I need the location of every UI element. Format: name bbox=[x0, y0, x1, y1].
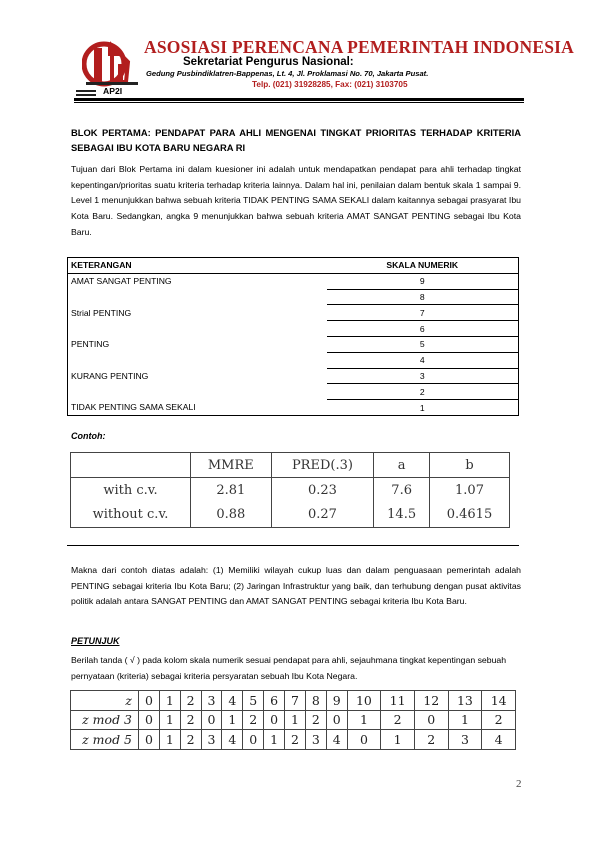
z-cell: 0 bbox=[347, 730, 381, 750]
table-row bbox=[68, 289, 519, 305]
scale-label: KURANG PENTING bbox=[71, 370, 149, 381]
contoh-header bbox=[71, 453, 191, 478]
z-cell: 4 bbox=[222, 730, 243, 750]
contoh-header: a bbox=[374, 453, 430, 478]
contoh-cell: 0.23 bbox=[271, 478, 374, 503]
z-cell: 2 bbox=[482, 710, 516, 730]
z-cell: 2 bbox=[414, 730, 448, 750]
contoh-cell: 0.88 bbox=[191, 503, 272, 528]
scale-value: 3 bbox=[327, 368, 519, 384]
petunjuk-label: PETUNJUK bbox=[71, 636, 120, 646]
z-cell: 0 bbox=[264, 710, 285, 730]
table-row bbox=[71, 453, 510, 478]
table-row bbox=[68, 400, 519, 416]
table-row bbox=[71, 730, 516, 750]
petunjuk-text: Berilah tanda ( √ ) pada kolom skala numerik sesuai pendapat para ahli, sejauhmana tingkat kepentingan sebuah pernyataan (kriteria) sebagai kriteria persyaratan sebuah Ibu Kota Negara. bbox=[71, 655, 507, 681]
z-cell: 0 bbox=[201, 710, 222, 730]
z-cell: 4 bbox=[482, 730, 516, 750]
z-cell: 3 bbox=[201, 730, 222, 750]
table-row bbox=[68, 321, 519, 337]
z-row-label: z mod 3 bbox=[71, 710, 139, 730]
scale-label: Strial PENTING bbox=[71, 307, 132, 318]
org-secretariat: Sekretariat Pengurus Nasional: bbox=[183, 56, 354, 68]
z-cell: 0 bbox=[414, 710, 448, 730]
z-cell: 2 bbox=[243, 710, 264, 730]
table-row bbox=[68, 336, 519, 352]
z-cell: 0 bbox=[139, 710, 160, 730]
contoh-cell: with c.v. bbox=[71, 478, 191, 503]
contoh-cell: 2.81 bbox=[191, 478, 272, 503]
scale-header-keterangan: KETERANGAN bbox=[68, 258, 327, 274]
z-cell: 3 bbox=[448, 730, 482, 750]
z-cell: 11 bbox=[381, 691, 415, 711]
scale-label: TIDAK PENTING SAMA SEKALI bbox=[71, 402, 196, 413]
scale-label bbox=[68, 384, 327, 400]
section-heading: BLOK PERTAMA: PENDAPAT PARA AHLI MENGENAI TINGKAT PRIORITAS TERHADAP KRITERIA SEBAGAI IBU KOTA BARU NEGARA RI bbox=[71, 127, 521, 153]
table-row bbox=[71, 503, 510, 528]
z-cell: 1 bbox=[381, 730, 415, 750]
z-cell: 9 bbox=[326, 691, 347, 711]
contoh-cell: 0.27 bbox=[271, 503, 374, 528]
z-cell: 0 bbox=[326, 710, 347, 730]
letterhead-divider bbox=[74, 98, 524, 101]
scale-value: 5 bbox=[327, 336, 519, 352]
scale-label: PENTING bbox=[71, 339, 110, 350]
org-acronym: AP2I bbox=[103, 86, 123, 96]
intro-paragraph: Tujuan dari Blok Pertama ini dalam kuesioner ini adalah untuk mendapatkan pendapat para ahli terhadap tingkat kepentingan/prioritas suatu kriteria terhadap kriteria lainnya. Dalam hal ini, penilaian dalam bentuk skala 1 sampai 9. Level 1 menunjukkan bahwa sebuah kriteria TIDAK PENTING SAMA SEKALI dalam kaitannya sebagai prasyarat Ibu Kota Baru. Sedangkan, angka 9 menunjukkan bahwa sebuah kriteria AMAT SANGAT PENTING sebagai Ibu Kota Baru. bbox=[71, 164, 521, 237]
z-cell: 1 bbox=[159, 691, 180, 711]
contoh-image bbox=[70, 452, 510, 532]
z-cell: 2 bbox=[305, 710, 326, 730]
z-cell: 2 bbox=[180, 730, 201, 750]
z-cell: 2 bbox=[285, 730, 306, 750]
scale-header-skala: SKALA NUMERIK bbox=[327, 258, 519, 274]
letterhead-divider-thin bbox=[74, 102, 524, 103]
scale-value: 4 bbox=[327, 352, 519, 368]
contoh-cell: without c.v. bbox=[71, 503, 191, 528]
z-cell: 7 bbox=[285, 691, 306, 711]
z-cell: 1 bbox=[448, 710, 482, 730]
table-row bbox=[68, 352, 519, 368]
z-mod-table bbox=[70, 690, 516, 750]
z-cell: 1 bbox=[285, 710, 306, 730]
scale-table bbox=[67, 257, 519, 416]
contoh-cell: 7.6 bbox=[374, 478, 430, 503]
table-row bbox=[68, 384, 519, 400]
contoh-table bbox=[70, 452, 510, 528]
z-cell: 3 bbox=[305, 730, 326, 750]
z-cell: 1 bbox=[264, 730, 285, 750]
scale-label bbox=[68, 321, 327, 337]
z-row-label: z bbox=[71, 691, 139, 711]
page-number: 2 bbox=[516, 778, 522, 790]
scale-value: 6 bbox=[327, 321, 519, 337]
scale-value: 8 bbox=[327, 289, 519, 305]
scale-value: 9 bbox=[327, 273, 519, 289]
z-row-label: z mod 5 bbox=[71, 730, 139, 750]
z-cell: 6 bbox=[264, 691, 285, 711]
scale-label: AMAT SANGAT PENTING bbox=[71, 276, 172, 287]
z-cell: 2 bbox=[180, 710, 201, 730]
contoh-cell: 1.07 bbox=[455, 482, 484, 498]
z-cell: 12 bbox=[414, 691, 448, 711]
z-cell: 3 bbox=[201, 691, 222, 711]
contoh-cell: 14.5 bbox=[374, 503, 430, 528]
z-cell: 1 bbox=[222, 710, 243, 730]
org-phone: Telp. (021) 31928285, Fax: (021) 3103705 bbox=[252, 80, 408, 89]
contoh-divider bbox=[67, 545, 519, 546]
scale-value: 2 bbox=[327, 384, 519, 400]
z-cell: 0 bbox=[243, 730, 264, 750]
contoh-header: PRED(.3) bbox=[271, 453, 374, 478]
z-cell: 1 bbox=[159, 730, 180, 750]
contoh-header: b bbox=[429, 453, 509, 478]
table-row bbox=[68, 273, 519, 289]
z-cell: 5 bbox=[243, 691, 264, 711]
z-cell: 4 bbox=[326, 730, 347, 750]
scale-label bbox=[68, 352, 327, 368]
z-cell: 1 bbox=[159, 710, 180, 730]
z-cell: 0 bbox=[139, 691, 160, 711]
table-row bbox=[71, 710, 516, 730]
scale-value: 1 bbox=[419, 402, 425, 413]
scale-label bbox=[68, 289, 327, 305]
table-row bbox=[71, 478, 510, 503]
z-cell: 14 bbox=[482, 691, 516, 711]
z-mod-image bbox=[70, 690, 516, 750]
z-cell: 13 bbox=[448, 691, 482, 711]
z-cell: 0 bbox=[139, 730, 160, 750]
z-cell: 2 bbox=[180, 691, 201, 711]
scale-value: 7 bbox=[327, 305, 519, 321]
table-row bbox=[68, 305, 519, 321]
explanation-paragraph: Makna dari contoh diatas adalah: (1) Memiliki wilayah cukup luas dan dalam penguasaan pemerintah adalah PENTING sebagai kriteria Ibu Kota Baru; (2) Jaringan Infrastruktur yang baik, dan terhubung dengan pusat aktivitas politik adalah antara SANGAT PENTING dan AMAT SANGAT PENTING sebagai kriteria Ibu Kota Baru. bbox=[71, 565, 521, 607]
z-cell: 1 bbox=[347, 710, 381, 730]
z-cell: 2 bbox=[381, 710, 415, 730]
table-row bbox=[68, 368, 519, 384]
org-name: ASOSIASI PERENCANA PEMERINTAH INDONESIA bbox=[144, 37, 574, 57]
org-address: Gedung Pusbindiklatren-Bappenas, Lt. 4, Jl. Proklamasi No. 70, Jakarta Pusat. bbox=[146, 69, 429, 78]
contoh-cell: 0.4615 bbox=[446, 507, 493, 523]
z-cell: 8 bbox=[305, 691, 326, 711]
contoh-label: Contoh: bbox=[71, 431, 106, 441]
z-cell: 10 bbox=[347, 691, 381, 711]
contoh-header: MMRE bbox=[191, 453, 272, 478]
z-cell: 4 bbox=[222, 691, 243, 711]
ap2i-logo-icon bbox=[82, 38, 142, 90]
table-row bbox=[71, 691, 516, 711]
